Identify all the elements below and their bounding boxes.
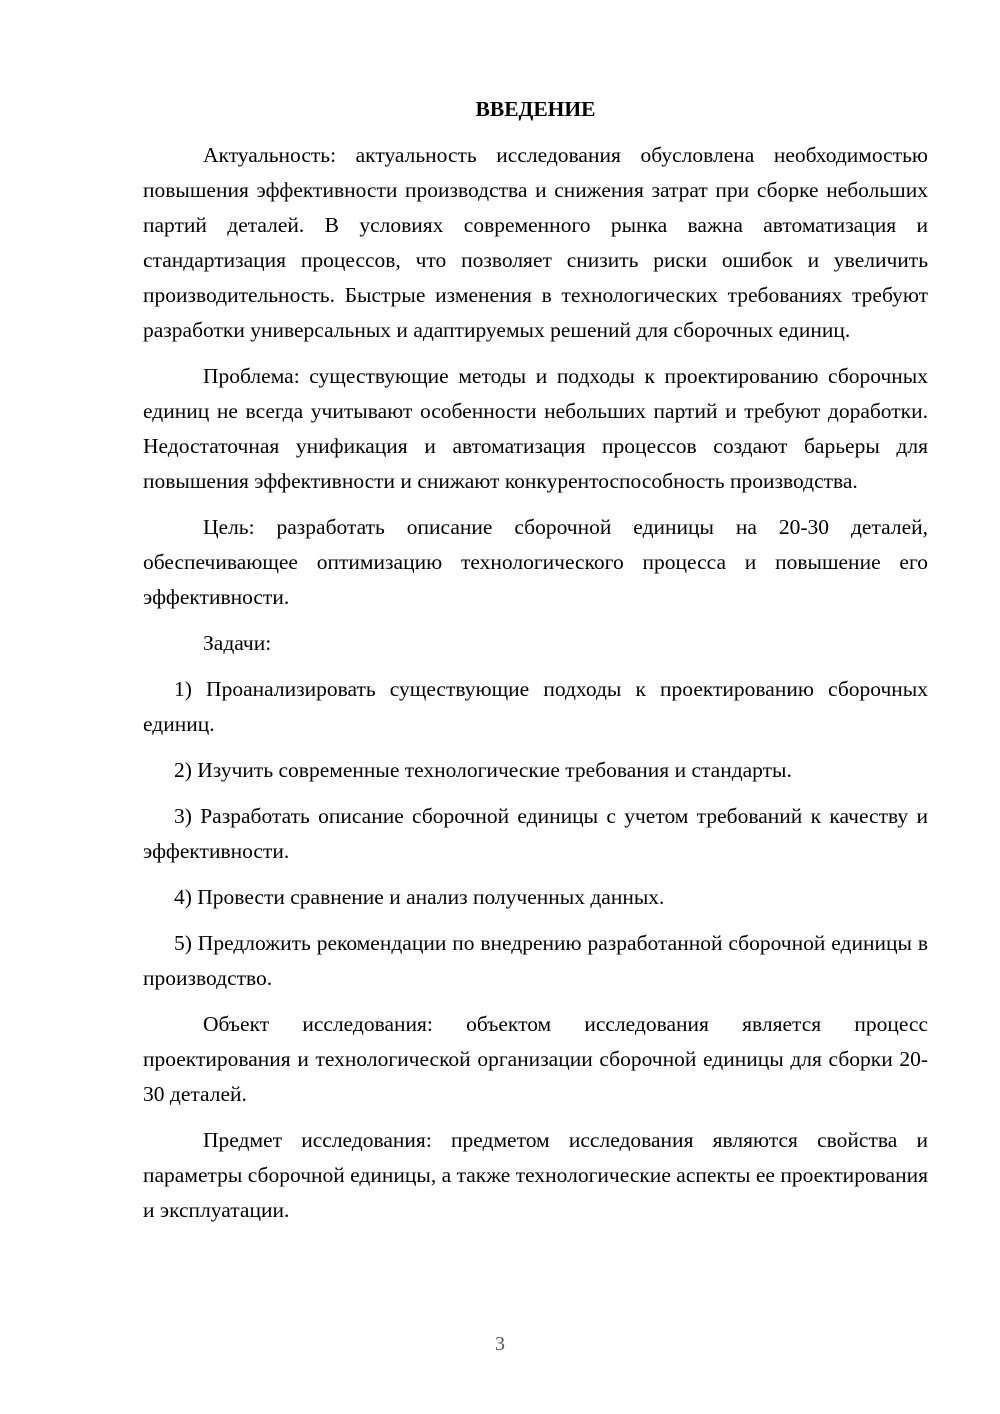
- paragraph-subject: Предмет исследования: предметом исследования являются свойства и параметры сборочной единицы, а также технологические аспекты ее проектирования и эксплуатации.: [143, 1128, 928, 1222]
- task-item-5: 5) Предложить рекомендации по внедрению разработанной сборочной единицы в производство.: [143, 931, 928, 990]
- task-item-4: 4) Провести сравнение и анализ полученных данных.: [174, 885, 665, 909]
- paragraph-goal: Цель: разработать описание сборочной единицы на 20-30 деталей, обеспечивающее оптимизацию технологического процесса и повышение его эффективности.: [143, 515, 928, 609]
- paragraph-relevance: Актуальность: актуальность исследования обусловлена необходимостью повышения эффективности производства и снижения затрат при сборке небольших партий деталей. В условиях современного рынка важна автоматизация и стандартизация процессов, что позволяет снизить риски ошибок и увеличить производительность. Быстрые изменения в технологических требованиях требуют разработки универсальных и адаптируемых решений для сборочных единиц.: [143, 143, 928, 342]
- paragraph-problem: Проблема: существующие методы и подходы к проектированию сборочных единиц не всегда учитывают особенности небольших партий и требуют доработки. Недостаточная унификация и автоматизация процессов создают барьеры для повышения эффективности и снижают конкурентоспособность производства.: [143, 364, 928, 493]
- page-number: 3: [495, 1333, 505, 1355]
- page-title: ВВЕДЕНИЕ: [475, 97, 596, 121]
- task-item-1: 1) Проанализировать существующие подходы к проектированию сборочных единиц.: [143, 677, 928, 736]
- paragraph-tasks-heading: Задачи:: [203, 631, 272, 655]
- task-item-3: 3) Разработать описание сборочной единицы с учетом требований к качеству и эффективности.: [143, 804, 928, 863]
- page-content: [143, 92, 928, 1239]
- paragraph-object: Объект исследования: объектом исследования является процесс проектирования и технологической организации сборочной единицы для сборки 20-30 деталей.: [143, 1012, 928, 1106]
- task-item-2: 2) Изучить современные технологические требования и стандарты.: [174, 758, 792, 782]
